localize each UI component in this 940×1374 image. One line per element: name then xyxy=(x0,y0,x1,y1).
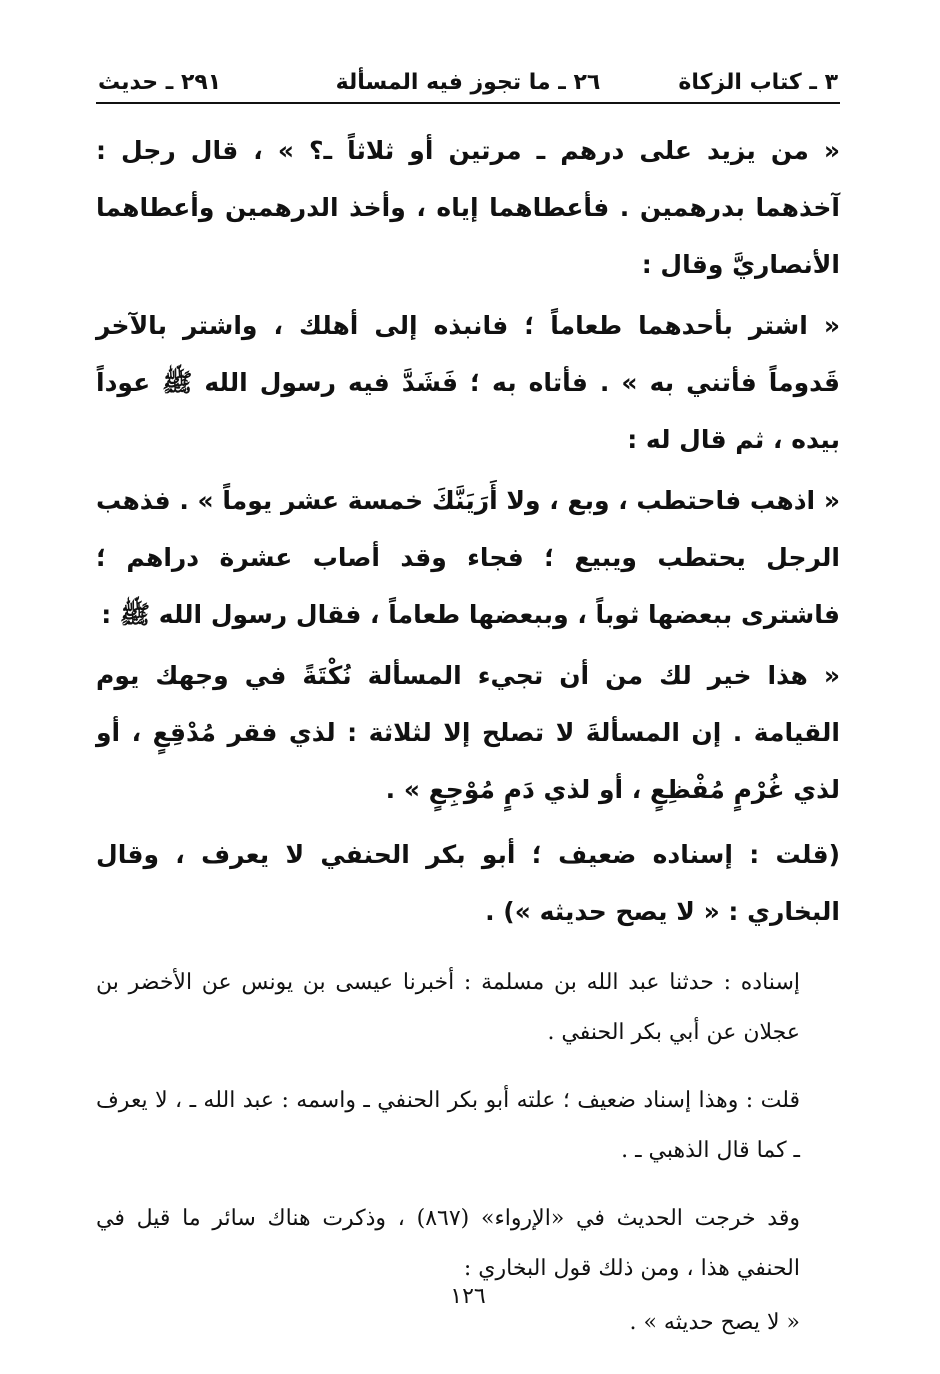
hadith-paragraph: « هذا خير لك من أن تجيء المسألة نُكْتَةً في وجهك يوم القيامة . إن المسألةَ لا تصلح إلا لثلاثة : لذي فقر مُدْقِعٍ ، أو لذي غُرْمٍ مُفْظِعٍ ، أو لذي دَمٍ مُوْجِعٍ » . xyxy=(96,661,840,804)
quotation-line: « لا يصح حديثه » . xyxy=(629,1310,800,1335)
section-title: ٢٦ ـ ما تجوز فيه المسألة xyxy=(335,70,601,95)
commentary-paragraph: قلت : وهذا إسناد ضعيف ؛ علته أبو بكر الحنفي ـ واسمه : عبد الله ـ ، لا يعرف ـ كما قال الذهبي ـ . xyxy=(96,1088,800,1163)
page-number: ١٢٦ xyxy=(450,1284,486,1309)
hadith-paragraph: « اذهب فاحتطب ، وبع ، ولا أَرَيَنَّكَ خمسة عشر يوماً » . فذهب الرجل يحتطب ويبيع ؛ فجاء وقد أصاب عشرة دراهم ؛ فاشترى ببعضها ثوباً ، وببعضها طعاماً ، فقال رسول الله ﷺ : xyxy=(96,486,840,629)
hadith-number: ٢٩١ ـ حديث xyxy=(98,70,222,95)
isnad-paragraph: إسناده : حدثنا عبد الله بن مسلمة : أخبرنا عيسى بن يونس عن الأخضر بن عجلان عن أبي بكر الحنفي . xyxy=(96,970,800,1045)
running-header xyxy=(96,62,840,102)
page-body xyxy=(96,122,840,1348)
commentary-paragraph: وقد خرجت الحديث في «الإرواء» (٨٦٧) ، وذكرت هناك سائر ما قيل في الحنفي هذا ، ومن ذلك قول البخاري : xyxy=(96,1206,800,1281)
hadith-paragraph: « من يزيد على درهم ـ مرتين أو ثلاثاً ـ؟ » ، قال رجل : آخذهما بدرهمين . فأعطاهما إياه ، وأخذ الدرهمين وأعطاهما الأنصاريَّ وقال : xyxy=(96,136,840,279)
hadith-paragraph: « اشتر بأحدهما طعاماً ؛ فانبذه إلى أهلك ، واشتر بالآخر قَدوماً فأتني به » . فأتاه به ؛ فَشَدَّ فيه رسول الله ﷺ عوداً بيده ، ثم قال له : xyxy=(96,311,840,454)
chapter-title: ٣ ـ كتاب الزكاة xyxy=(678,70,838,95)
header-divider xyxy=(96,102,840,104)
book-page xyxy=(96,62,840,1335)
grading-note: (قلت : إسناده ضعيف ؛ أبو بكر الحنفي لا يعرف ، وقال البخاري : « لا يصح حديثه ») . xyxy=(96,840,840,926)
